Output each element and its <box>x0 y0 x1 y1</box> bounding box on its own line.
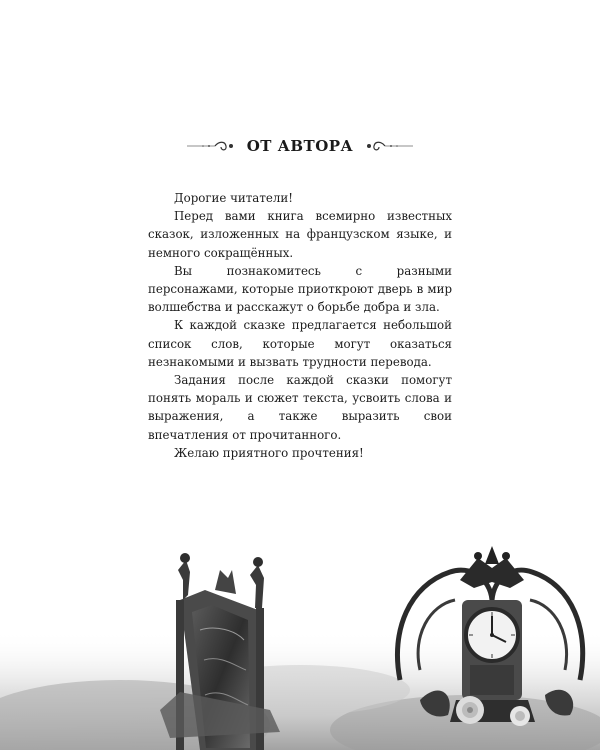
left-flourish-icon <box>185 139 235 153</box>
page-title: ОТ АВТОРА <box>246 137 354 155</box>
closing-paragraph: Желаю приятного прочтения! <box>174 445 364 460</box>
vocabulary-paragraph: К каждой сказке предлагается небольшой список слов, которые могут оказаться незнакомыми и вызвать трудности перевода. <box>148 318 452 369</box>
chapter-heading <box>0 135 600 157</box>
characters-paragraph: Вы познакомитесь с разными персонажами, которые приоткроют дверь в мир волшебства и расскажут о борьбе добра и зла. <box>148 263 452 315</box>
greeting-paragraph: Дорогие читатели! <box>174 191 293 205</box>
exercises-paragraph: Задания после каждой сказки помогут понять мораль и сюжет текста, усвоить слова и выражения, а также выразить свои впечатления от прочитанного. <box>148 373 452 442</box>
intro-paragraph: Перед вами книга всемирно известных сказок, изложенных на французском языке, и немного сокращённых. <box>148 209 452 260</box>
decorative-illustration <box>0 460 600 750</box>
right-flourish-icon <box>365 139 415 153</box>
preface-text <box>148 189 452 462</box>
throne-chair <box>160 553 280 750</box>
